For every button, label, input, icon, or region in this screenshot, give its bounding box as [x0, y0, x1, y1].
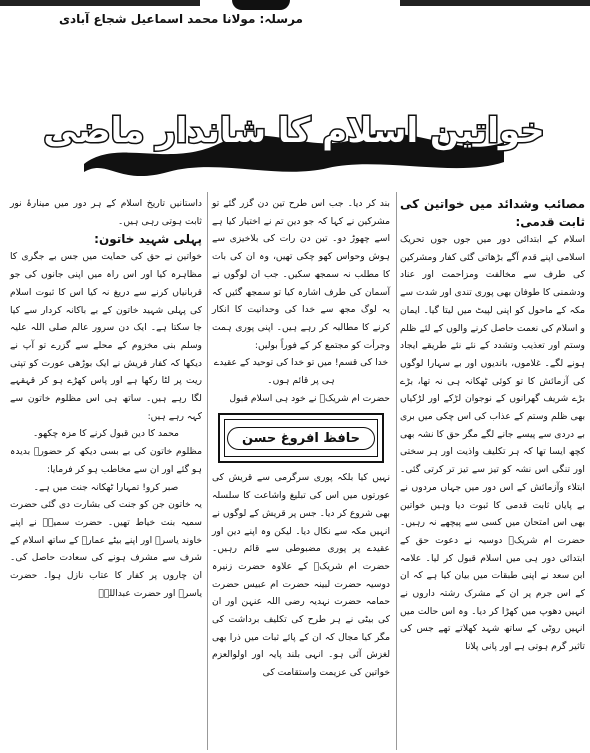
byline: مرسلہ: مولانا محمد اسماعیل شجاع آبادی: [59, 12, 303, 26]
title-calligraphy: [43, 98, 545, 178]
title-text: خواتین اسلام کا شاندار ماضی: [43, 111, 545, 151]
top-decorative-rule-left: [0, 0, 200, 6]
section-heading: مصائب وشدائد میں خواتین کی ثابت قدمی:: [400, 197, 585, 229]
section-heading: پہلی شہید خاتون:: [94, 232, 202, 247]
top-ornament: [232, 0, 290, 10]
author-name: حافظ افروغ حسن: [227, 427, 375, 451]
column-divider: [396, 192, 397, 750]
quote: صبر کرو! تمہارا ٹھکانہ جنت میں ہے۔: [33, 481, 179, 493]
column-divider: [207, 192, 208, 750]
paragraph: خواتین نے حق کی حمایت میں جس بے جگری کا مظاہرہ کیا اور اس راہ میں اپنی جانوں کی جو قربانیاں کرنے سے دریغ نہ کیا اس کا ثبوت اسلام کی پہلی شہید خاتون کے بے باکانہ کردار سے کیا جا سکتا ہے۔ ایک دن سرور عالم صلی اللہ علیہ وسلم بنی مخزوم کے محلے سے گزرے تو آپ نے دیکھا کہ کفار قریش نے ایک بوڑھی عورت کو تپتی ریت پر لٹا رکھا ہے اور پاس کھڑے ہو کر قہقہے لگا رہے ہیں۔ ساتھ ہی اس مظلوم خاتون سے کہہ رہے ہیں:: [10, 251, 202, 422]
paragraph: حضرت ام شریکؓ نے خود ہی اسلام قبول: [229, 392, 390, 404]
quote: محمد کا دین قبول کرنے کا مزہ چکھو۔: [33, 428, 179, 440]
column-middle: [212, 195, 390, 750]
top-decorative-rule-right: [400, 0, 590, 6]
paragraph: داستانیں تاریخ اسلام کے ہر دور میں مینارۂ نور ثابت ہوتی رہی ہیں۔: [10, 198, 202, 227]
author-box: [218, 413, 384, 463]
quote: خدا کی قسم! میں تو خدا کی توحید کے عقیدے ہی پر قائم ہوں۔: [213, 357, 389, 387]
paragraph: یہ خاتون جن کو جنت کی بشارت دی گئی حضرت سمیہ بنت خیاط تھیں۔ حضرت سمیہؓ نے اپنے خاوند یاسرؓ اور اپنے بیٹے عمارؓ کے ساتھ اسلام کے شرف سے مشرف ہونے کی سعادت حاصل کی۔ ان چاروں پر کفار کا عتاب نازل ہوا۔ حضرت یاسرؓ اور حضرت عبداللہؓ: [10, 499, 202, 599]
paragraph: اسلام کے ابتدائی دور میں جوں جوں تحریک اسلامی اپنے قدم آگے بڑھاتی گئی کفار ومشرکین کی طرف سے مخالفت ومزاحمت اور عناد ودشمنی کا طوفان بھی پوری تندی اور شدت سے مکہ کے ماحول کو اپنی لپیٹ میں لیتا گیا۔ ایمان و اسلام کی نعمت حاصل کرنے والوں کے لئے ظلم وستم اور تعذیب وتشدد کے نئے نئے طریقے ایجاد ہونے لگے۔ غلاموں، باندیوں اور بے سہارا لوگوں کی آزمائش کا تو کوئی ٹھکانہ ہی نہ تھا، بڑے بڑے شریف گھرانوں کے نوجوان لڑکے اور لڑکیاں بھی ظلم وستم کے عذاب کی اس چکی میں بری بے دردی سے پیسے جانے لگے مگر حق کا نشہ بھی کچھ ایسا تھا کہ ہر تکلیف واذیت اور ہر سختی اور تنگی اس نشہ کو تیز سے تیز تر کرتی گئی۔ ابتلاء وآزمائش کے اس دور میں جہاں مردوں نے بے پایاں ثابت قدمی کا ثبوت دیا وہیں خواتین بھی اس امتحان میں کسی سے پیچھے نہ رہیں۔ حضرت ام شریکؓ دوسیہ نے دعوت حق کے ابتدائی دور ہی میں اسلام قبول کر لیا۔ علامہ ابن سعد نے اپنی طبقات میں بیان کیا ہے کہ ان کے اس جرم پر ان کے مشرک رشتہ داروں نے انہیں دھوپ میں کھڑا کر دیا۔ وہ اس حالت میں انہیں روٹی کے ساتھ شہد کھلاتے تھے جس کی تاثیر گرم ہوتی ہے اور پانی پلانا: [400, 234, 585, 653]
column-left: [10, 195, 202, 750]
column-right: [400, 195, 585, 750]
paragraph: نہیں کیا بلکہ پوری سرگرمی سے قریش کی عورتوں میں اس کی تبلیغ واشاعت کا سلسلہ بھی شروع کر دیا۔ جس پر قریش کے لوگوں نے انہیں مکہ سے نکال دیا۔ لیکن وہ اپنے دین اور عقیدے پر پوری مضبوطی سے قائم رہیں۔ حضرت ام شریکؓ کے علاوہ حضرت زنیرہ دوسیہ حضرت لبینہ حضرت ام عبیس حضرت حمامہ حضرت نہدیہ رضی اللہ عنہن اور ان کی بیٹی نے ہر طرح کی تکلیف برداشت کی مگر کیا مجال کہ ان کے پائے ثبات میں ذرا بھی لغزش آئی ہو۔ انہی بلند پایہ اور اولوالعزم خواتین کی عزیمت واستقامت کی: [212, 472, 390, 679]
paragraph: مظلوم خاتون کی بے بسی دیکھ کر حضورؐ بدیدہ ہو گئے اور ان سے مخاطب ہو کر فرمایا:: [10, 446, 202, 475]
paragraph: بند کر دیا۔ جب اس طرح تین دن گزر گئے تو مشرکین نے کہا کہ جو دین تم نے اختیار کیا ہے اسے چھوڑ دو۔ تین دن رات کی بلاخیزی سے ہوش وحواس کھو چکی تھیں، وہ ان کی بات کا مطلب نہ سمجھ سکیں۔ جب ان لوگوں نے آسمان کی طرف اشارہ کیا تو سمجھ گئیں کہ یہ لوگ مجھ سے خدا کی وحدانیت کا انکار کرنے کا مطالبہ کر رہے ہیں۔ اپنی پوری ہمت وجرأت کو مجتمع کر کے فوراً بولیں:: [212, 198, 390, 351]
article-title: [43, 98, 545, 178]
